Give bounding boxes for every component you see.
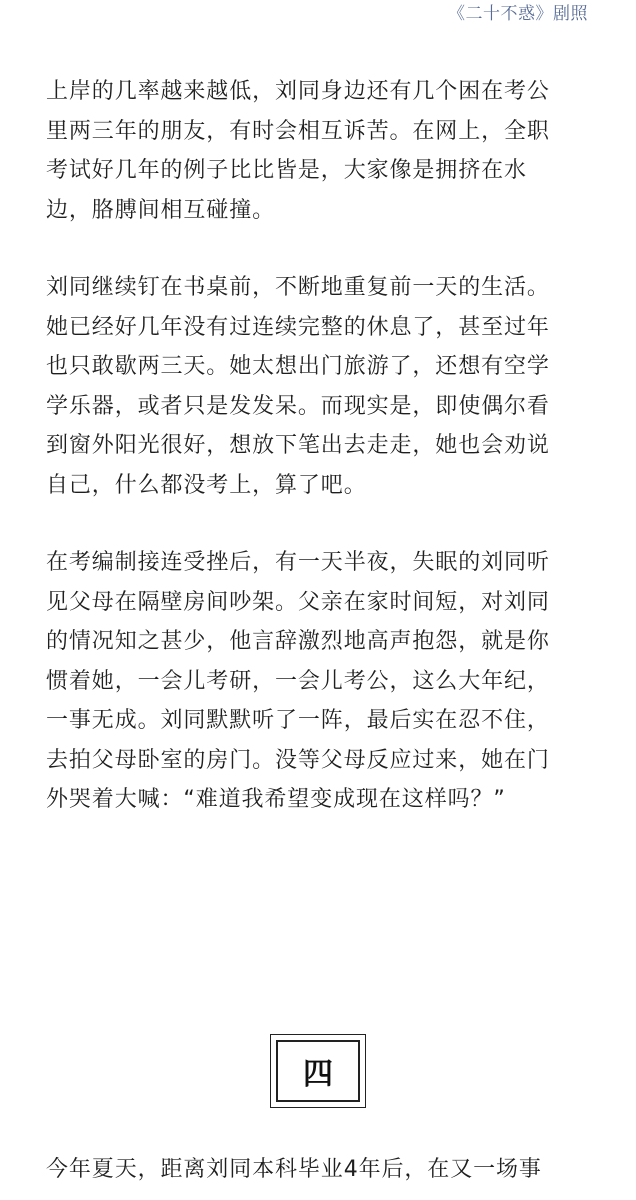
paragraph-line: 自己，什么都没考上，算了吧。 [46,472,367,498]
paragraph-1 [46,72,594,230]
paragraph-line: 学乐器，或者只是发发呆。而现实是，即使偶尔看 [46,393,550,419]
paragraph-line: 一事无成。刘同默默听了一阵，最后实在忍不住， [46,708,550,733]
paragraph-line: 在考编制接连受挫后，有一天半夜，失眠的刘同听 [46,550,550,575]
paragraph-line: 惯着她，一会儿考研，一会儿考公，这么大年纪， [46,668,550,694]
paragraph-line: 里两三年的朋友，有时会相互诉苦。在网上，全职 [46,118,550,144]
image-caption: 《二十不惑》剧照 [448,4,588,24]
paragraph-line: 刘同继续钉在书桌前，不断地重复前一天的生活。 [46,275,550,300]
article-body [46,72,594,858]
paragraph-line: 的情况知之甚少，他言辞激烈地高声抱怨，就是你 [46,629,550,654]
paragraph-3 [46,543,594,820]
section-number-box [270,1034,366,1108]
paragraph-line: 她已经好几年没有过连续完整的休息了，甚至过年 [46,314,550,340]
paragraph-line: 考试好几年的例子比比皆是，大家像是拥挤在水 [46,158,527,183]
paragraph-4-first-line: 今年夏天，距离刘同本科毕业4年后，在又一场事 [46,1157,542,1182]
paragraph-line: 边，胳膊间相互碰撞。 [46,197,276,223]
paragraph-line: 也只敢歇两三天。她太想出门旅游了，还想有空学 [46,354,550,379]
paragraph-line: 到窗外阳光很好，想放下笔出去走走，她也会劝说 [46,433,550,458]
paragraph-line: 去拍父母卧室的房门。没等父母反应过来，她在门 [46,747,550,773]
paragraph-line: 上岸的几率越来越低，刘同身边还有几个困在考公 [46,79,550,104]
paragraph-2 [46,268,594,505]
paragraph-line: 见父母在隔壁房间吵架。父亲在家时间短，对刘同 [46,589,550,615]
section-number: 四 [276,1040,360,1102]
paragraph-line: 外哭着大喊：“难道我希望变成现在这样吗？” [46,787,506,812]
